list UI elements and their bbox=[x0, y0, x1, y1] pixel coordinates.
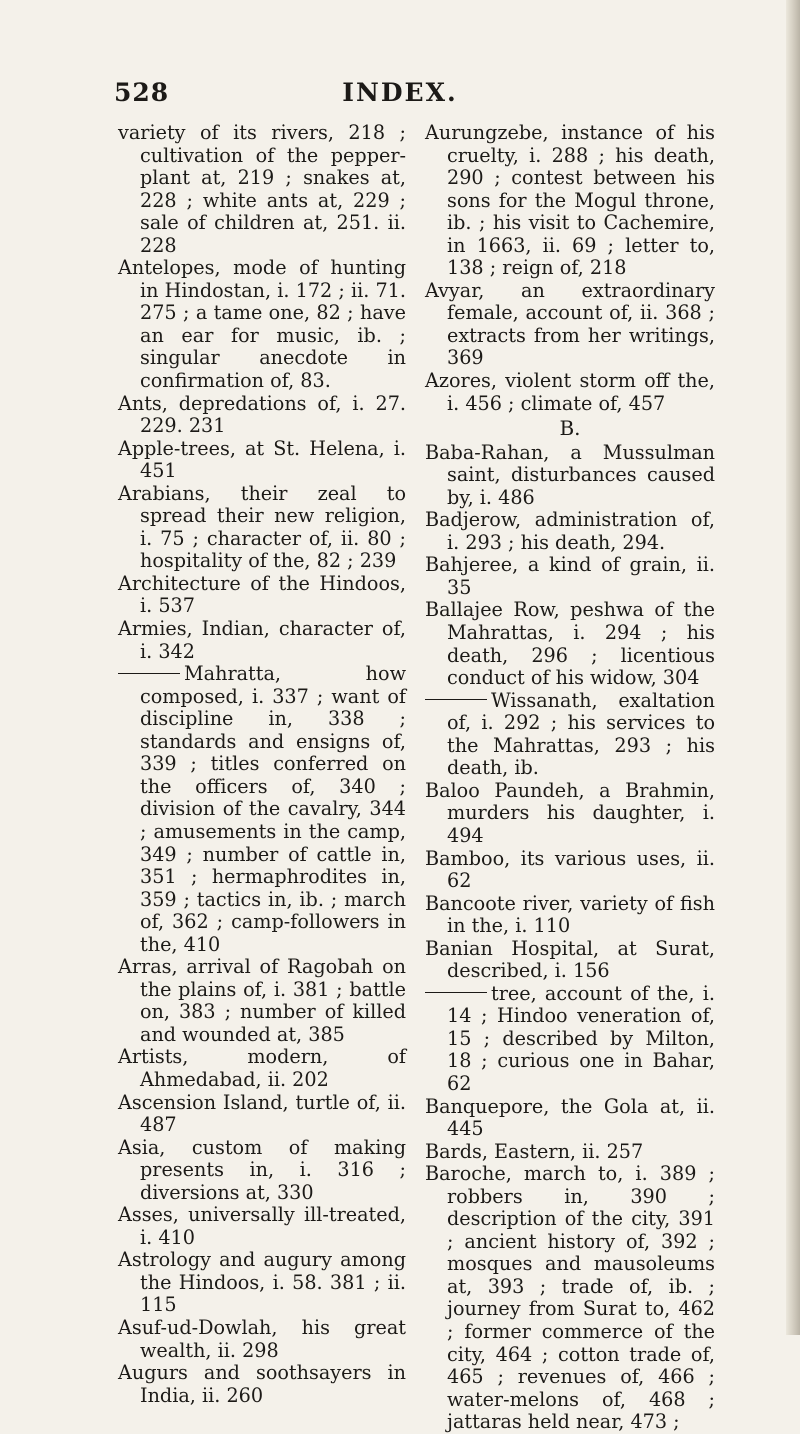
entry-text: Avyar, an extraordinary female, account of, ii. 368 ; extracts from her writings, 369 bbox=[425, 278, 715, 370]
entry-text: Banquepore, the Gola at, ii. 445 bbox=[425, 1094, 715, 1141]
section-letter-heading bbox=[425, 417, 715, 440]
entry-text: Bancoote river, variety of fish in the, i. 110 bbox=[425, 891, 715, 938]
entry-text: Banian Hospital, at Surat, described, i. 156 bbox=[425, 936, 715, 983]
index-entry bbox=[425, 1096, 715, 1141]
entry-text: B. bbox=[559, 416, 581, 441]
index-entry bbox=[118, 573, 406, 618]
index-entry bbox=[425, 442, 715, 510]
repeat-dash bbox=[425, 699, 487, 700]
entry-text: Antelopes, mode of hunting in Hindostan, i. 172 ; ii. 71. 275 ; a tame one, 82 ; have an ear for music, ib. ; singular anecdote in confirmation of, 83. bbox=[118, 256, 406, 393]
repeat-dash bbox=[118, 673, 180, 674]
page-header bbox=[0, 78, 800, 118]
entry-text: Astrology and augury among the Hindoos, i. 58. 381 ; ii. 115 bbox=[118, 1248, 406, 1317]
index-entry bbox=[425, 848, 715, 893]
entry-text: Aurungzebe, instance of his cruelty, i. 288 ; his death, 290 ; contest between his sons for the Mogul throne, ib. ; his visit to Cachemire, in 1663, ii. 69 ; letter to, 138 ; reign of, 218 bbox=[425, 121, 715, 280]
entry-text: Bards, Eastern, ii. 257 bbox=[425, 1139, 644, 1163]
index-entry bbox=[425, 893, 715, 938]
entry-text: Bahjeree, a kind of grain, ii. 35 bbox=[425, 553, 715, 599]
entry-text: Augurs and soothsayers in India, ii. 260 bbox=[118, 1361, 406, 1407]
entry-text: Ballajee Row, peshwa of the Mahrattas, i. 294 ; his death, 296 ; licentious conduct of his widow, 304 bbox=[425, 598, 715, 690]
page-number: 528 bbox=[114, 78, 170, 107]
entry-text: Baroche, march to, i. 389 ; robbers in, 390 ; description of the city, 391 ; ancient history of, 392 ; mosques and mausoleums at, 393 ; trade of, ib. ; journey from Surat to, 462 ; former commerce of the city, 464 ; cotton trade of, 465 ; revenues of, 466 ; water-melons of, 468 ; jattaras held near, 473 ; bbox=[425, 1162, 715, 1434]
index-entry bbox=[118, 438, 406, 483]
index-entry bbox=[425, 554, 715, 599]
entry-text: Asia, custom of making presents in, i. 316 ; diversions at, 330 bbox=[118, 1135, 406, 1204]
index-entry bbox=[425, 280, 715, 370]
index-entry bbox=[118, 1362, 406, 1407]
index-entry bbox=[118, 1317, 406, 1362]
entry-text: variety of its rivers, 218 ; cultivation of the pepper-plant at, 219 ; snakes at, 228 ; white ants at, 229 ; sale of children at, 251. ii. 228 bbox=[118, 121, 406, 257]
running-head: INDEX. bbox=[342, 78, 458, 107]
entry-text: Baloo Paundeh, a Brahmin, murders his daughter, i. 494 bbox=[425, 778, 715, 847]
entry-text: Architecture of the Hindoos, i. 537 bbox=[118, 571, 406, 618]
index-entry bbox=[425, 938, 715, 983]
index-entry bbox=[118, 663, 406, 956]
index-entry bbox=[118, 1092, 406, 1137]
index-entry bbox=[118, 1204, 406, 1249]
index-entry bbox=[425, 1163, 715, 1434]
page-edge bbox=[786, 0, 800, 1335]
entry-text: Armies, Indian, character of, i. 342 bbox=[118, 617, 406, 663]
index-entry bbox=[425, 983, 715, 1096]
entry-text: Apple-trees, at St. Helena, i. 451 bbox=[118, 436, 406, 483]
index-entry bbox=[425, 122, 715, 280]
index-entry bbox=[118, 1249, 406, 1317]
entry-text: Arabians, their zeal to spread their new religion, i. 75 ; character of, ii. 80 ; hospitality of the, 82 ; 239 bbox=[118, 481, 406, 573]
entry-text: Bamboo, its various uses, ii. 62 bbox=[425, 846, 715, 893]
entry-text: Badjerow, administration of, i. 293 ; his death, 294. bbox=[425, 508, 715, 554]
index-entry bbox=[118, 122, 406, 257]
index-entry bbox=[425, 509, 715, 554]
index-entry bbox=[118, 483, 406, 573]
index-column-right bbox=[425, 122, 715, 1434]
index-entry bbox=[425, 599, 715, 689]
entry-text: Arras, arrival of Ragobah on the plains of, i. 381 ; battle on, 383 ; number of killed and wounded at, 385 bbox=[118, 955, 406, 1046]
entry-text: Artists, modern, of Ahmedabad, ii. 202 bbox=[118, 1045, 406, 1091]
entry-text: Asuf-ud-Dowlah, his great wealth, ii. 298 bbox=[118, 1315, 406, 1362]
index-entry bbox=[118, 956, 406, 1046]
entry-text: Asses, universally ill-treated, i. 410 bbox=[118, 1203, 406, 1249]
entry-text: Baba-Rahan, a Mussulman saint, disturbances caused by, i. 486 bbox=[425, 440, 715, 509]
index-entry bbox=[118, 1137, 406, 1205]
index-entry bbox=[118, 618, 406, 663]
index-column-left bbox=[118, 122, 406, 1407]
index-entry bbox=[118, 257, 406, 392]
entry-text: tree, account of the, i. 14 ; Hindoo veneration of, 15 ; described by Milton, 18 ; curious one in Bahar, 62 bbox=[447, 981, 715, 1095]
index-entry bbox=[425, 1141, 715, 1164]
entry-text: Ascension Island, turtle of, ii. 487 bbox=[118, 1090, 406, 1137]
index-entry bbox=[118, 393, 406, 438]
index-entry bbox=[425, 370, 715, 415]
entry-text: Wissanath, exaltation of, i. 292 ; his services to the Mahrattas, 293 ; his death, ib. bbox=[447, 688, 715, 780]
repeat-dash bbox=[425, 992, 487, 993]
index-entry bbox=[425, 780, 715, 848]
entry-text: Mahratta, how composed, i. 337 ; want of discipline in, 338 ; standards and ensigns of, 339 ; titles conferred on the officers of, 340 ; division of the cavalry, 344 ; amusements in the camp, 349 ; number of cattle in, 351 ; hermaphrodites in, 359 ; tactics in, ib. ; march of, 362 ; camp-followers in the, 410 bbox=[140, 662, 406, 956]
entry-text: Ants, depredations of, i. 27. 229. 231 bbox=[118, 391, 406, 438]
entry-text: Azores, violent storm off the, i. 456 ; climate of, 457 bbox=[425, 369, 715, 415]
index-entry bbox=[118, 1046, 406, 1091]
index-entry bbox=[425, 690, 715, 780]
